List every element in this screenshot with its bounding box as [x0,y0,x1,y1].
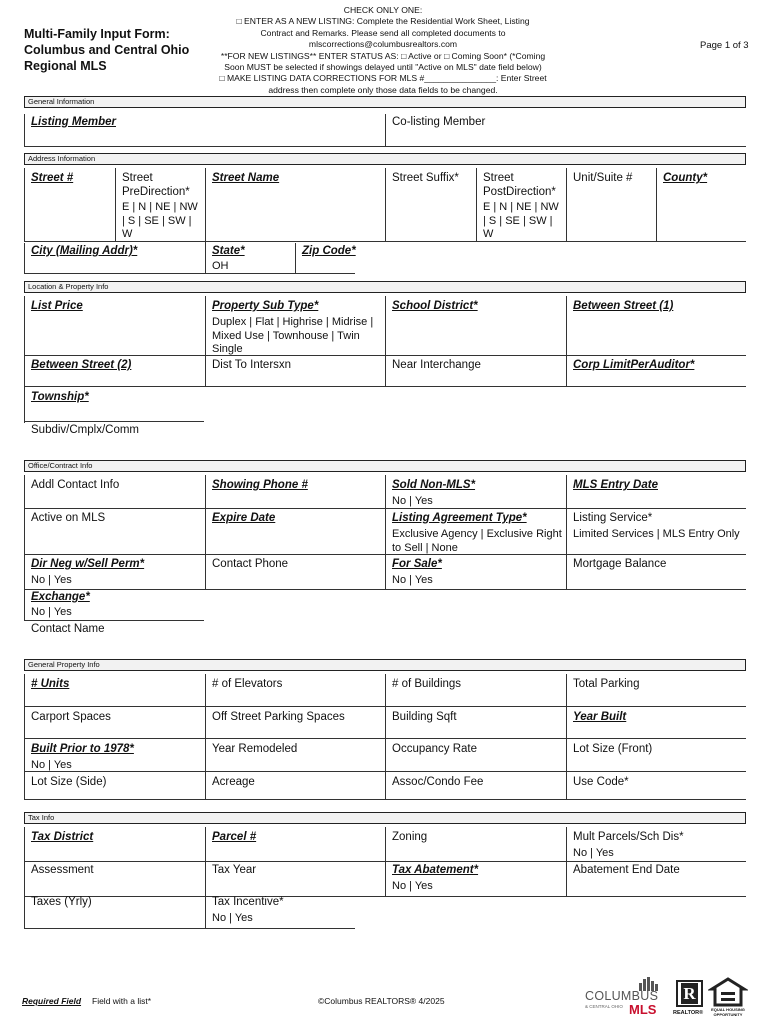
buildings-label[interactable]: # of Buildings [392,678,462,690]
tax-year-label[interactable]: Tax Year [212,864,257,876]
street-suffix-label[interactable]: Street Suffix* [392,172,459,184]
built-prior-1978-label[interactable]: Built Prior to 1978* [31,743,134,755]
lot-size-front-label[interactable]: Lot Size (Front) [573,743,653,755]
between-street-2-label[interactable]: Between Street (2) [31,359,132,371]
contact-name-label[interactable]: Contact Name [31,623,105,635]
lot-size-side-label[interactable]: Lot Size (Side) [31,776,107,788]
section-tax-info: Tax Info [24,812,746,824]
school-district-label[interactable]: School District* [392,300,478,312]
year-built-label[interactable]: Year Built [573,711,627,723]
zoning-label[interactable]: Zoning [392,831,428,843]
off-street-parking-label[interactable]: Off Street Parking Spaces [212,711,345,723]
tax-abatement-label[interactable]: Tax Abatement* [392,864,479,876]
listing-service-label[interactable]: Listing Service* [573,512,653,524]
section-office-contract: Office/Contract Info [24,460,746,472]
assessment-label[interactable]: Assessment [31,864,94,876]
zip-code-label[interactable]: Zip Code* [302,245,356,257]
listing-member-label[interactable]: Listing Member [31,116,116,128]
copyright: ©Columbus REALTORS® 4/2025 [318,996,445,1006]
abatement-end-date-label[interactable]: Abatement End Date [573,864,680,876]
for-sale-options[interactable]: No | Yes [392,574,433,586]
units-label[interactable]: # Units [31,678,70,690]
corp-limit-label[interactable]: Corp LimitPerAuditor* [573,359,695,371]
expire-date-label[interactable]: Expire Date [212,512,276,524]
predirection-options[interactable]: E | N | NE | NW | S | SE | SW | W [122,201,198,240]
columbus-mls-logo: COLUMBUS & CENTRAL OHIO MLS [585,975,667,1019]
realtor-label: REALTOR® [673,1010,704,1016]
unit-suite-label[interactable]: Unit/Suite # [573,172,633,184]
equal-housing-label: EQUAL HOUSING OPPORTUNITY [711,1007,745,1017]
corrections-checkbox-line[interactable]: □ MAKE LISTING DATA CORRECTIONS FOR MLS #_______________: Enter Street [219,73,547,84]
new-listing-checkbox-line[interactable]: □ ENTER AS A NEW LISTING: Complete the Residential Work Sheet, Listing [236,16,530,27]
equal-housing-icon [708,977,748,1007]
section-address-information: Address Information [24,153,746,165]
built-prior-options[interactable]: No | Yes [31,759,72,771]
subdiv-label[interactable]: Subdiv/Cmplx/Comm [31,424,139,436]
city-label[interactable]: City (Mailing Addr)* [31,245,138,257]
for-sale-label[interactable]: For Sale* [392,558,442,570]
carport-spaces-label[interactable]: Carport Spaces [31,711,111,723]
acreage-label[interactable]: Acreage [212,776,255,788]
addl-contact-info-label[interactable]: Addl Contact Info [31,479,120,491]
tax-district-label[interactable]: Tax District [31,831,94,843]
building-sqft-label[interactable]: Building Sqft [392,711,457,723]
mortgage-balance-label[interactable]: Mortgage Balance [573,558,667,570]
township-label[interactable]: Township* [31,391,89,403]
exchange-label[interactable]: Exchange* [31,591,90,603]
colisting-member-label[interactable]: Co-listing Member [392,116,486,128]
sold-non-mls-options[interactable]: No | Yes [392,495,433,507]
elevators-label[interactable]: # of Elevators [212,678,283,690]
between-street-1-label[interactable]: Between Street (1) [573,300,674,312]
mult-parcels-label[interactable]: Mult Parcels/Sch Dis* [573,831,684,843]
page-number: Page 1 of 3 [700,40,749,51]
assoc-condo-fee-label[interactable]: Assoc/Condo Fee [392,776,484,788]
dist-to-intersxn-label[interactable]: Dist To Intersxn [212,359,292,371]
field-with-list-legend: Field with a list* [92,996,152,1006]
section-location-property: Location & Property Info [24,281,746,293]
taxes-yrly-label[interactable]: Taxes (Yrly) [31,896,92,908]
mult-parcels-options[interactable]: No | Yes [573,847,614,859]
state-label[interactable]: State* [212,245,245,257]
use-code-label[interactable]: Use Code* [573,776,629,788]
form-title: Multi-Family Input Form: Columbus and Central Ohio Regional MLS [24,27,190,73]
tax-abatement-options[interactable]: No | Yes [392,880,433,892]
street-number-label[interactable]: Street # [31,172,74,184]
near-interchange-label[interactable]: Near Interchange [392,359,481,371]
property-sub-type-label[interactable]: Property Sub Type* [212,300,319,312]
check-only-one-instructions: CHECK ONLY ONE: □ ENTER AS A NEW LISTING: Complete the Residential Work Sheet, Listing Contract and Remarks. Please send all completed documents to mlscorrections@columbusrealtors.com **FOR NEW LISTINGS** ENTER STATUS AS: □ Active or □ Coming Soon* (*Coming Soon MUST be selected if showings delayed until "Active on MLS" date field below) □ MAKE LISTING DATA CORRECTIONS FOR MLS #_______________: Enter Street address then complete only those data fields to be changed. [208,5,558,96]
section-general-information: General Information [24,96,746,108]
street-predirection-label[interactable]: Street PreDirection* [122,172,190,198]
realtor-logo-icon: R [676,980,703,1007]
postdirection-options[interactable]: E | N | NE | NW | S | SE | SW | W [483,201,559,240]
county-label[interactable]: County* [663,172,708,184]
mls-entry-date-label[interactable]: MLS Entry Date [573,479,658,491]
section-general-property: General Property Info [24,659,746,671]
total-parking-label[interactable]: Total Parking [573,678,640,690]
tax-incentive-label[interactable]: Tax Incentive* [212,896,284,908]
street-name-label[interactable]: Street Name [212,172,280,184]
listing-agreement-type-label[interactable]: Listing Agreement Type* [392,512,527,524]
occupancy-rate-label[interactable]: Occupancy Rate [392,743,478,755]
showing-phone-label[interactable]: Showing Phone # [212,479,308,491]
listing-agreement-options[interactable]: Exclusive Agency | Exclusive Right to Sell | None [392,528,562,554]
contact-phone-label[interactable]: Contact Phone [212,558,289,570]
dir-neg-options[interactable]: No | Yes [31,574,72,586]
tax-incentive-options[interactable]: No | Yes [212,912,253,924]
listing-service-options[interactable]: Limited Services | MLS Entry Only [573,528,740,540]
list-price-label[interactable]: List Price [31,300,83,312]
sold-non-mls-label[interactable]: Sold Non-MLS* [392,479,476,491]
state-value[interactable]: OH [212,260,229,272]
active-on-mls-label[interactable]: Active on MLS [31,512,106,524]
status-checkbox-line[interactable]: **FOR NEW LISTINGS** ENTER STATUS AS: □ Active or □ Coming Soon* (*Coming [220,50,546,61]
street-postdirection-label[interactable]: Street PostDirection* [483,172,556,198]
required-field-legend: Required Field [22,996,82,1006]
parcel-label[interactable]: Parcel # [212,831,257,843]
year-remodeled-label[interactable]: Year Remodeled [212,743,298,755]
exchange-options[interactable]: No | Yes [31,606,72,618]
dir-neg-label[interactable]: Dir Neg w/Sell Perm* [31,558,145,570]
property-sub-type-options[interactable]: Duplex | Flat | Highrise | Midrise | Mixed Use | Townhouse | Twin Single [212,316,374,355]
